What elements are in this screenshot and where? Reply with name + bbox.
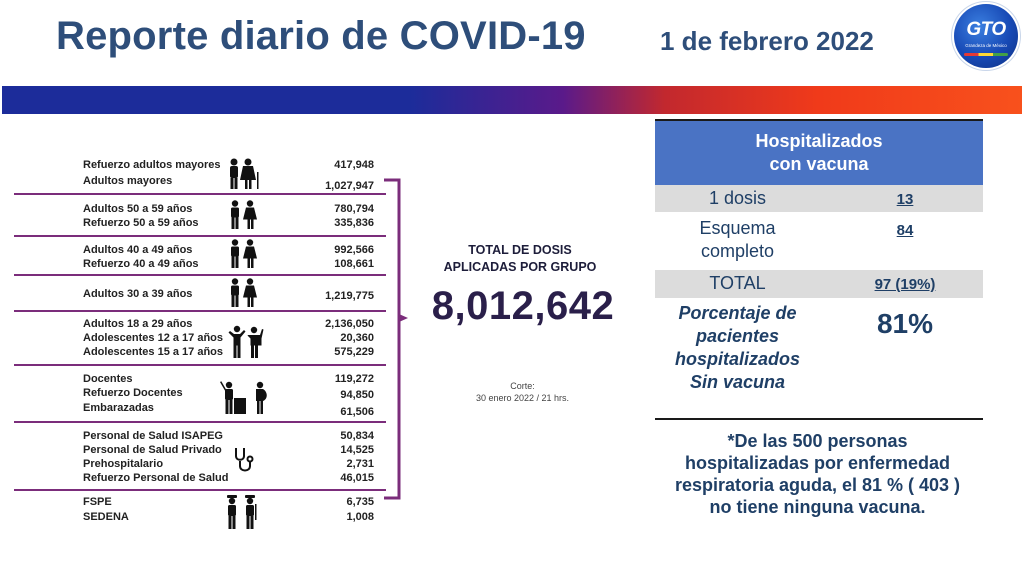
- footnote-line1: *De las 500 personas: [727, 431, 908, 451]
- row-value: 417,948: [334, 159, 374, 171]
- group-separator: [14, 310, 386, 312]
- unvaccinated-label-line2: pacientes: [695, 326, 780, 346]
- row-label: [655, 217, 820, 263]
- row-value: 97 (19%): [874, 276, 936, 293]
- group-salud: [14, 425, 384, 487]
- row-label: Adolescentes 12 a 17 años: [83, 332, 224, 344]
- group-separator: [14, 193, 386, 195]
- stethoscope-icon: [232, 446, 256, 474]
- row-label: Adultos 50 a 59 años: [83, 203, 193, 215]
- row-value: 1,219,775: [325, 290, 374, 302]
- cutoff-label: Corte:: [510, 381, 535, 391]
- row-value: 108,661: [334, 258, 374, 270]
- row-label: Refuerzo 50 a 59 años: [83, 217, 199, 229]
- header-line1: Hospitalizados: [755, 131, 883, 151]
- man-woman-icon: [227, 278, 259, 308]
- total-doses-title-line2: APLICADAS POR GRUPO: [443, 260, 597, 274]
- row-label: Docentes: [83, 373, 133, 385]
- elderly-couple-icon: [225, 158, 261, 190]
- gto-logo: [954, 4, 1018, 68]
- color-band: [2, 86, 1022, 114]
- footnote: [640, 430, 995, 518]
- man-woman-icon: [227, 239, 259, 269]
- row-label: Adultos 18 a 29 años: [83, 318, 193, 330]
- row-label: Adolescentes 15 a 17 años: [83, 346, 224, 358]
- report-date: 1 de febrero 2022: [660, 26, 874, 56]
- row-label: Refuerzo 40 a 49 años: [83, 258, 199, 270]
- row-label: Adultos 40 a 49 años: [83, 244, 193, 256]
- row-label: SEDENA: [83, 511, 129, 523]
- row-value: 119,272: [334, 373, 374, 385]
- teacher-pregnant-icon: [219, 380, 271, 416]
- row-value: 2,136,050: [325, 318, 374, 330]
- row-label-line1: Esquema: [699, 218, 776, 238]
- row-value: 780,794: [334, 203, 374, 215]
- row-label: Personal de Salud Privado: [83, 444, 222, 456]
- row-value: 1,027,947: [325, 180, 374, 192]
- row-value: 992,566: [334, 244, 374, 256]
- row-label: Refuerzo Personal de Salud: [83, 472, 229, 484]
- logo-stripes: [964, 53, 1008, 56]
- row-label: 1 dosis: [708, 188, 767, 208]
- row-value: 94,850: [340, 389, 374, 401]
- logo-subtext: Grandeza de México: [965, 43, 1007, 48]
- table-bottom-rule: [655, 418, 983, 420]
- footnote-line2: hospitalizadas por enfermedad: [684, 453, 951, 473]
- hospital-row-esquema: [655, 215, 983, 267]
- hospital-row-1-dosis: [655, 185, 983, 212]
- row-value: 20,360: [340, 332, 374, 344]
- row-value: 6,735: [346, 496, 374, 508]
- logo-text: GTO: [966, 19, 1006, 40]
- group-seguridad: [14, 492, 384, 526]
- page-title: Reporte diario de COVID-19: [56, 14, 586, 58]
- cutoff-date: 30 enero 2022 / 21 hrs.: [475, 393, 570, 403]
- row-label-line2: completo: [700, 241, 775, 261]
- row-label: Personal de Salud ISAPEG: [83, 430, 223, 442]
- group-adultos-mayores: [14, 155, 384, 191]
- row-value: 13: [896, 191, 914, 208]
- row-value: 46,015: [340, 472, 374, 484]
- row-label: Prehospitalario: [83, 458, 164, 470]
- row-value: 575,229: [334, 346, 374, 358]
- group-50-59: [14, 199, 384, 235]
- group-separator: [14, 235, 386, 237]
- group-separator: [14, 364, 386, 366]
- unvaccinated-label-line3: hospitalizados: [674, 349, 800, 369]
- man-woman-icon: [227, 200, 259, 230]
- total-doses-title-line1: TOTAL DE DOSIS: [468, 243, 572, 257]
- group-30-39: [14, 280, 384, 308]
- row-value: 50,834: [340, 430, 374, 442]
- footnote-line4: no tiene ninguna vacuna.: [709, 497, 926, 517]
- row-value: 2,731: [346, 458, 374, 470]
- footnote-line3: respiratoria aguda, el 81 % ( 403 ): [674, 475, 961, 495]
- unvaccinated-percent: 81%: [876, 308, 934, 339]
- row-label: Refuerzo Docentes: [83, 387, 183, 399]
- total-doses-value: 8,012,642: [431, 284, 615, 328]
- header-line2: con vacuna: [769, 154, 869, 174]
- row-value: 335,836: [334, 217, 374, 229]
- grouping-bracket: [384, 178, 410, 500]
- hospital-row-total: [655, 270, 983, 298]
- group-separator: [14, 421, 386, 423]
- group-separator: [14, 274, 386, 276]
- teenagers-icon: [228, 325, 264, 359]
- row-value: 84: [896, 222, 914, 239]
- cutoff-note: [455, 380, 590, 404]
- unvaccinated-label-line4: Sin vacuna: [689, 372, 786, 392]
- soldiers-icon: [224, 494, 260, 530]
- unvaccinated-label-line1: Porcentaje de: [678, 303, 797, 323]
- row-label: TOTAL: [709, 273, 766, 293]
- row-label: Adultos mayores: [83, 175, 173, 187]
- row-label: FSPE: [83, 496, 112, 508]
- hospitalized-table-header: [655, 119, 983, 185]
- row-label: Refuerzo adultos mayores: [83, 159, 221, 171]
- row-label: Adultos 30 a 39 años: [83, 288, 193, 300]
- total-doses-title: [440, 242, 600, 276]
- row-value: 1,008: [346, 511, 374, 523]
- group-docentes: [14, 368, 384, 418]
- group-separator: [14, 489, 386, 491]
- group-40-49: [14, 240, 384, 276]
- group-jovenes: [14, 314, 384, 362]
- row-value: 61,506: [340, 406, 374, 418]
- unvaccinated-label: [655, 302, 820, 394]
- row-label: Embarazadas: [83, 402, 154, 414]
- row-value: 14,525: [340, 444, 374, 456]
